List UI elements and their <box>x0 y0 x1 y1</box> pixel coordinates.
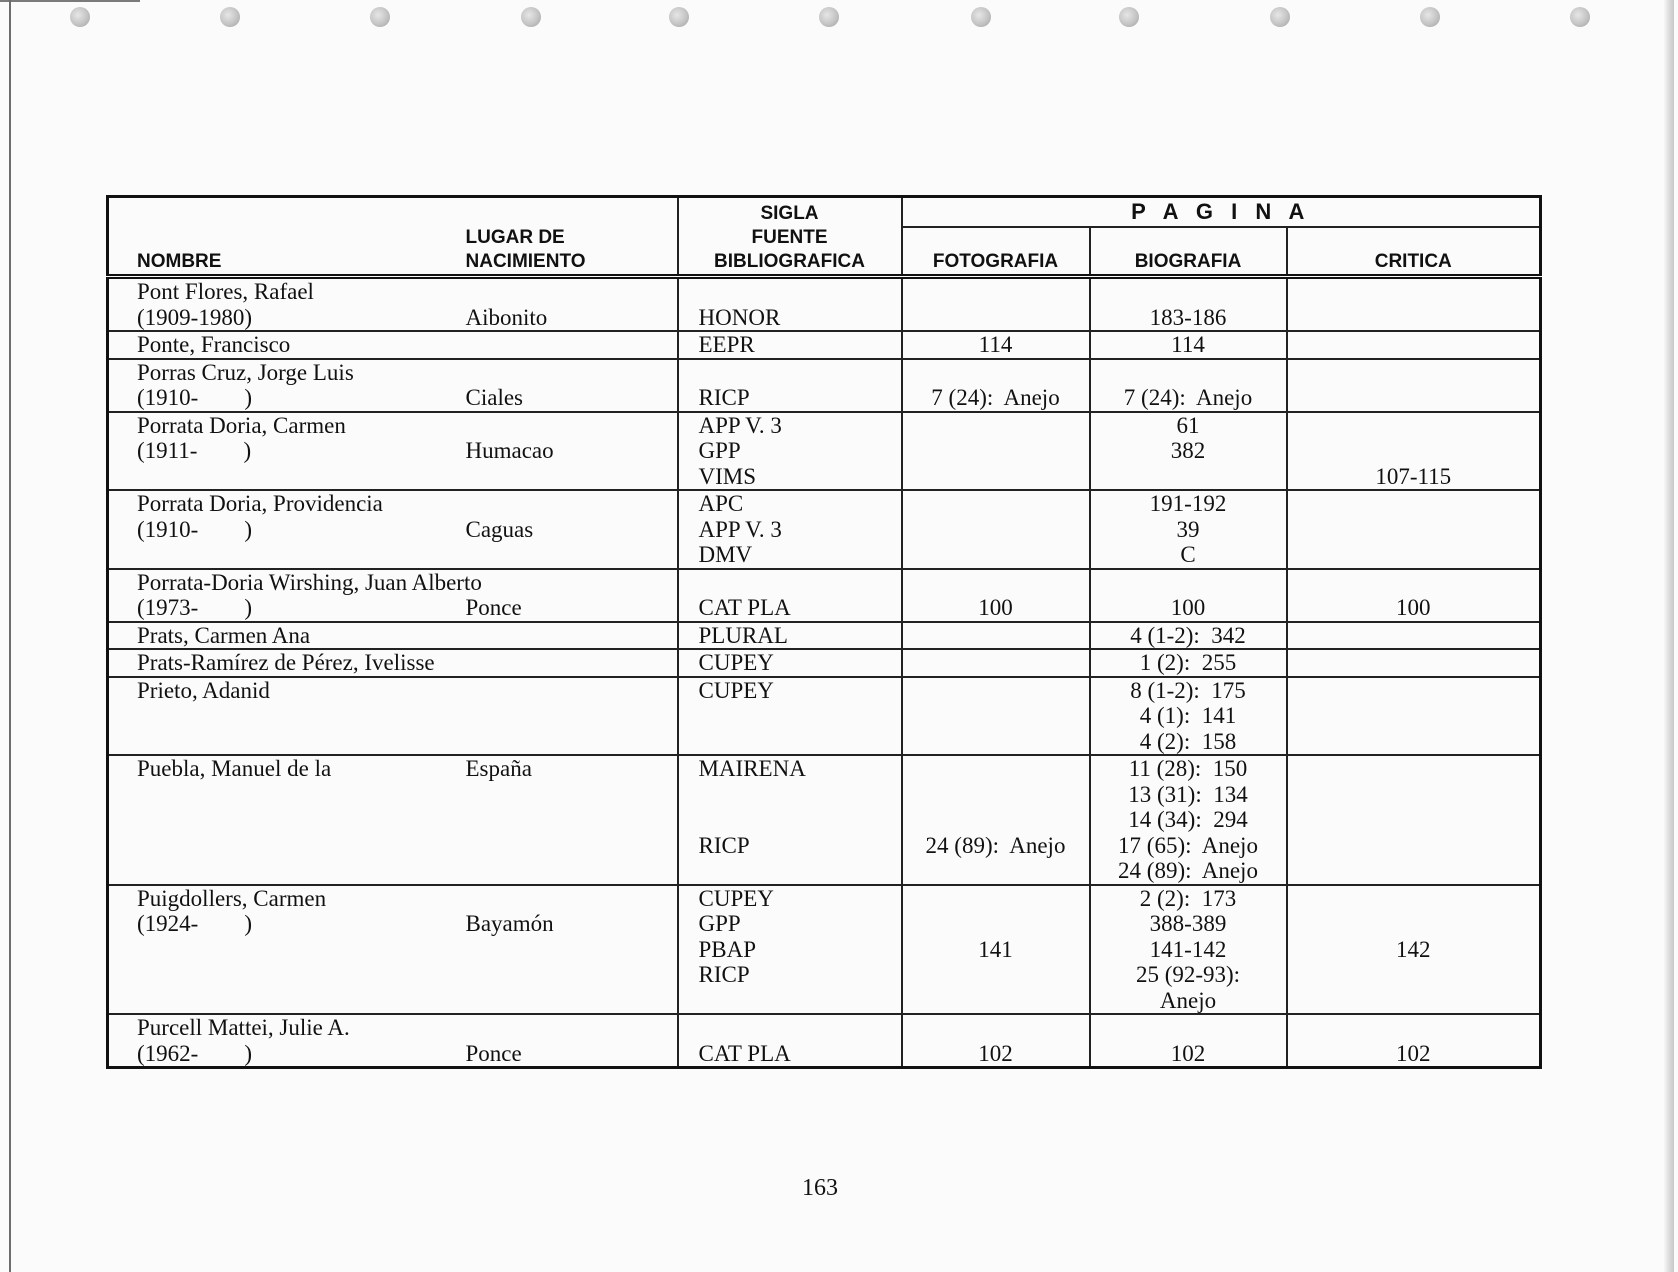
cell-lugar <box>466 569 678 622</box>
page-left-edge <box>9 0 11 1272</box>
cell-sigla <box>678 1014 902 1068</box>
cell-line <box>1288 962 1540 988</box>
cell-line: APP V. 3 <box>698 516 782 542</box>
cell-line: 100 <box>1170 595 1206 620</box>
cell-line <box>137 833 466 859</box>
cell-line: CUPEY <box>698 885 774 911</box>
cell-lugar <box>466 277 678 332</box>
cell-line: EEPR <box>698 332 755 357</box>
cell-line: GPP <box>698 911 741 936</box>
binding-holes <box>70 7 1610 33</box>
cell-line <box>1091 464 1286 490</box>
cell-line: Ciales <box>465 385 523 410</box>
cell-line: 102 <box>1170 1040 1206 1066</box>
cell-line <box>1288 491 1540 517</box>
cell-line: 141-142 <box>1149 936 1227 962</box>
header-sigla: SIGLA FUENTE BIBLIOGRAFICA <box>678 197 902 277</box>
cell-fotografia <box>902 885 1090 1015</box>
cell-line: Porras Cruz, Jorge Luis <box>137 359 354 385</box>
cell-line <box>1288 833 1540 859</box>
cell-line: (1910- ) <box>137 516 252 542</box>
cell-line: VIMS <box>698 463 757 489</box>
cell-line: Anejo <box>1159 987 1217 1013</box>
cell-fotografia <box>902 677 1090 756</box>
cell-line <box>903 279 1089 305</box>
table-row <box>108 677 1541 756</box>
cell-critica <box>1287 277 1541 332</box>
cell-lugar <box>466 490 678 569</box>
cell-nombre <box>108 412 466 491</box>
cell-line: 24 (89): Anejo <box>1118 858 1258 883</box>
cell-line <box>466 886 677 912</box>
cell-line <box>699 1015 901 1041</box>
cell-nombre <box>108 677 466 756</box>
cell-line <box>699 360 901 386</box>
cell-sigla <box>678 649 902 677</box>
header-nombre: NOMBRE <box>108 197 466 277</box>
cell-line <box>1091 360 1286 386</box>
cell-sigla <box>678 755 902 885</box>
cell-sigla <box>678 359 902 412</box>
cell-line <box>1288 911 1540 937</box>
cell-line <box>903 703 1089 729</box>
cell-line <box>137 988 466 1014</box>
binding-hole <box>370 7 390 27</box>
cell-nombre <box>108 755 466 885</box>
cell-line <box>903 517 1089 543</box>
cell-line: 7 (24): Anejo <box>931 385 1060 410</box>
binding-hole <box>521 7 541 27</box>
cell-lugar <box>466 885 678 1015</box>
cell-line: Aibonito <box>465 304 548 330</box>
cell-line: 25 (92-93): <box>1135 962 1241 987</box>
cell-line: CAT PLA <box>698 1040 791 1066</box>
cell-sigla <box>678 331 902 359</box>
cell-line <box>903 886 1089 912</box>
cell-line: 11 (28): 150 <box>1128 756 1248 781</box>
cell-critica <box>1287 490 1541 569</box>
cell-line <box>699 858 901 884</box>
cell-line <box>1288 703 1540 729</box>
table-row <box>108 755 1541 885</box>
cell-fotografia <box>902 331 1090 359</box>
cell-line <box>1091 279 1286 305</box>
cell-line: Bayamón <box>465 911 554 936</box>
cell-line <box>466 491 677 517</box>
cell-biografia <box>1090 277 1287 332</box>
cell-line <box>1288 650 1540 676</box>
cell-line: 102 <box>978 1040 1013 1066</box>
table-row <box>108 277 1541 332</box>
cell-line <box>1288 542 1540 568</box>
cell-line: 24 (89): Anejo <box>925 832 1066 858</box>
cell-lugar <box>466 359 678 412</box>
table-row <box>108 622 1541 650</box>
cell-line <box>903 911 1089 937</box>
cell-line: 4 (2): 158 <box>1139 728 1237 754</box>
cell-critica <box>1287 569 1541 622</box>
cell-line: Caguas <box>465 516 534 542</box>
cell-line: Ponce <box>465 595 522 620</box>
cell-line: PBAP <box>698 936 757 962</box>
cell-line: DMV <box>698 542 753 567</box>
cell-line: APP V. 3 <box>698 412 782 438</box>
cell-line <box>137 703 466 729</box>
cell-line <box>1091 1015 1286 1041</box>
cell-line <box>466 937 677 963</box>
cell-line <box>137 782 466 808</box>
cell-line: CUPEY <box>698 677 774 703</box>
cell-line: 14 (34): 294 <box>1128 807 1248 832</box>
cell-line <box>137 729 466 755</box>
bibliography-table <box>106 195 1542 1069</box>
cell-line: (1910- ) <box>137 385 252 410</box>
cell-biografia <box>1090 677 1287 756</box>
cell-biografia <box>1090 622 1287 650</box>
cell-line <box>137 937 466 963</box>
binding-hole <box>1270 7 1290 27</box>
cell-line: RICP <box>698 385 750 410</box>
cell-nombre <box>108 359 466 412</box>
cell-line: HONOR <box>698 304 781 330</box>
cell-critica <box>1287 331 1541 359</box>
cell-line <box>1288 988 1540 1014</box>
cell-fotografia <box>902 755 1090 885</box>
table-row <box>108 359 1541 412</box>
cell-line <box>466 332 677 358</box>
cell-line <box>1288 438 1540 464</box>
page-right-edge <box>1664 0 1674 1272</box>
cell-line: 7 (24): Anejo <box>1123 385 1253 410</box>
cell-line <box>903 464 1089 490</box>
cell-critica <box>1287 412 1541 491</box>
cell-line: GPP <box>698 438 741 463</box>
cell-line: 13 (31): 134 <box>1128 781 1248 807</box>
cell-line <box>466 807 677 833</box>
cell-line <box>903 305 1089 331</box>
cell-line <box>699 782 901 808</box>
cell-line: 183-186 <box>1149 304 1227 330</box>
cell-sigla <box>678 677 902 756</box>
cell-biografia <box>1090 755 1287 885</box>
cell-line <box>1288 385 1540 411</box>
cell-sigla <box>678 569 902 622</box>
cell-fotografia <box>902 649 1090 677</box>
cell-fotografia <box>902 412 1090 491</box>
cell-line <box>699 988 901 1014</box>
cell-line <box>1091 570 1286 596</box>
header-biografia: BIOGRAFIA <box>1090 227 1287 277</box>
cell-lugar <box>466 412 678 491</box>
cell-line <box>466 464 677 490</box>
table-row <box>108 331 1541 359</box>
cell-nombre <box>108 649 466 677</box>
cell-line: Puigdollers, Carmen <box>137 885 327 911</box>
cell-line <box>1288 279 1540 305</box>
cell-sigla <box>678 277 902 332</box>
cell-line: 191-192 <box>1149 491 1227 516</box>
cell-line: Porrata Doria, Carmen <box>137 412 346 438</box>
cell-line: C <box>1180 542 1196 567</box>
binding-hole <box>220 7 240 27</box>
cell-line: (1911- ) <box>137 438 252 463</box>
cell-biografia <box>1090 359 1287 412</box>
cell-line <box>903 782 1089 808</box>
header-fotografia: FOTOGRAFIA <box>902 227 1090 277</box>
cell-line <box>903 962 1089 988</box>
binding-hole <box>70 7 90 27</box>
cell-line <box>466 650 677 676</box>
table-row <box>108 490 1541 569</box>
cell-line <box>466 570 677 596</box>
cell-line <box>1288 1015 1540 1041</box>
cell-line: 61 <box>1176 412 1200 438</box>
cell-critica <box>1287 649 1541 677</box>
binding-hole <box>1119 7 1139 27</box>
cell-lugar <box>466 622 678 650</box>
cell-line: 8 (1-2): 175 <box>1130 677 1246 703</box>
cell-lugar <box>466 755 678 885</box>
page-top-edge <box>0 0 140 2</box>
cell-line: España <box>465 756 532 781</box>
cell-fotografia <box>902 359 1090 412</box>
cell-line <box>903 1015 1089 1041</box>
cell-line <box>903 360 1089 386</box>
cell-line: 100 <box>978 595 1013 620</box>
cell-line <box>903 542 1089 568</box>
cell-biografia <box>1090 1014 1287 1068</box>
cell-nombre <box>108 885 466 1015</box>
cell-line <box>903 729 1089 755</box>
cell-line <box>1288 678 1540 704</box>
cell-line <box>1288 886 1540 912</box>
cell-line: CAT PLA <box>698 595 791 620</box>
cell-nombre <box>108 490 466 569</box>
cell-critica <box>1287 1014 1541 1068</box>
binding-hole <box>1420 7 1440 27</box>
cell-line <box>466 1015 677 1041</box>
cell-sigla <box>678 885 902 1015</box>
cell-line: Prats-Ramírez de Pérez, Ivelisse <box>137 650 435 675</box>
cell-line: 102 <box>1396 1040 1431 1066</box>
cell-fotografia <box>902 1014 1090 1068</box>
cell-line: CUPEY <box>698 650 774 675</box>
header-lugar: LUGAR DE NACIMIENTO <box>466 197 678 277</box>
cell-critica <box>1287 755 1541 885</box>
cell-fotografia <box>902 490 1090 569</box>
cell-line <box>903 438 1089 464</box>
cell-line: Prats, Carmen Ana <box>137 622 311 648</box>
binding-hole <box>971 7 991 27</box>
cell-line: Porrata-Doria Wirshing, Juan Alberto <box>137 569 482 595</box>
cell-line <box>903 988 1089 1014</box>
cell-line <box>1288 305 1540 331</box>
cell-line <box>1288 332 1540 358</box>
header-pagina: P A G I N A <box>902 197 1541 227</box>
binding-hole <box>1570 7 1590 27</box>
cell-line: 107-115 <box>1375 463 1452 489</box>
cell-line: RICP <box>698 832 750 858</box>
cell-nombre <box>108 1014 466 1068</box>
cell-line <box>903 623 1089 649</box>
cell-biografia <box>1090 885 1287 1015</box>
cell-line: 388-389 <box>1149 911 1227 936</box>
cell-line: Porrata Doria, Providencia <box>137 491 383 516</box>
cell-sigla <box>678 622 902 650</box>
cell-line <box>1288 782 1540 808</box>
cell-biografia <box>1090 649 1287 677</box>
cell-line: PLURAL <box>698 622 788 648</box>
cell-line <box>466 678 677 704</box>
cell-line: 114 <box>1171 332 1205 357</box>
cell-line: Pont Flores, Rafael <box>137 279 314 304</box>
cell-line: 141 <box>978 936 1013 962</box>
cell-line <box>1288 360 1540 386</box>
cell-line: (1924- ) <box>137 911 252 936</box>
cell-sigla <box>678 490 902 569</box>
cell-line: 114 <box>978 332 1013 357</box>
cell-line <box>466 833 677 859</box>
header-critica: CRITICA <box>1287 227 1541 277</box>
cell-line <box>903 756 1089 782</box>
binding-hole <box>819 7 839 27</box>
cell-line <box>699 703 901 729</box>
cell-line: (1909-1980) <box>137 304 252 330</box>
cell-biografia <box>1090 331 1287 359</box>
cell-line: Prieto, Adanid <box>137 677 270 703</box>
cell-line <box>466 782 677 808</box>
table-row <box>108 649 1541 677</box>
table-row <box>108 569 1541 622</box>
cell-line <box>903 807 1089 833</box>
cell-line: 382 <box>1170 438 1206 463</box>
cell-fotografia <box>902 277 1090 332</box>
cell-lugar <box>466 649 678 677</box>
cell-line <box>137 807 466 833</box>
cell-line <box>466 279 677 305</box>
cell-nombre <box>108 569 482 622</box>
cell-line <box>466 962 677 988</box>
cell-line <box>903 678 1089 704</box>
cell-line <box>466 413 677 439</box>
cell-line <box>466 858 677 884</box>
cell-line: (1962- ) <box>137 1040 252 1066</box>
cell-line: 17 (65): Anejo <box>1118 832 1258 858</box>
cell-line <box>1288 807 1540 833</box>
cell-line <box>1288 517 1540 543</box>
cell-biografia <box>1090 412 1287 491</box>
cell-line <box>1288 729 1540 755</box>
cell-critica <box>1287 622 1541 650</box>
cell-line: 4 (1): 141 <box>1139 703 1237 728</box>
cell-line: RICP <box>698 962 750 987</box>
cell-line: Puebla, Manuel de la <box>137 756 332 781</box>
table-row <box>108 885 1541 1015</box>
cell-line <box>1288 413 1540 439</box>
cell-line <box>137 464 466 490</box>
cell-nombre <box>108 277 466 332</box>
cell-critica <box>1287 885 1541 1015</box>
cell-line <box>1288 570 1540 596</box>
cell-line: Purcell Mattei, Julie A. <box>137 1015 350 1040</box>
cell-line: 39 <box>1176 516 1200 542</box>
cell-line <box>699 807 901 833</box>
cell-line <box>466 542 677 568</box>
cell-line: 1 (2): 255 <box>1139 650 1237 675</box>
cell-line <box>1288 756 1540 782</box>
cell-line: APC <box>698 491 744 516</box>
cell-fotografia <box>902 622 1090 650</box>
cell-line: (1973- ) <box>137 595 252 620</box>
cell-line: Ponce <box>465 1040 522 1066</box>
cell-line: Humacao <box>465 438 554 463</box>
cell-critica <box>1287 677 1541 756</box>
cell-line: 4 (1-2): 342 <box>1130 622 1246 648</box>
cell-nombre <box>108 331 466 359</box>
cell-line <box>466 623 677 649</box>
cell-biografia <box>1090 490 1287 569</box>
cell-line <box>137 962 466 988</box>
cell-fotografia <box>902 569 1090 622</box>
cell-line: 142 <box>1396 936 1431 962</box>
cell-line <box>466 988 677 1014</box>
cell-line <box>466 729 677 755</box>
cell-line <box>903 858 1089 884</box>
cell-critica <box>1287 359 1541 412</box>
cell-line <box>466 703 677 729</box>
cell-line: 100 <box>1396 595 1431 620</box>
cell-line <box>903 650 1089 676</box>
cell-biografia <box>1090 569 1287 622</box>
cell-lugar <box>466 1014 678 1068</box>
cell-line <box>1288 858 1540 884</box>
cell-line <box>466 360 677 386</box>
table-row <box>108 1014 1541 1068</box>
binding-hole <box>669 7 689 27</box>
cell-lugar <box>466 677 678 756</box>
cell-line <box>903 491 1089 517</box>
table-body <box>108 277 1541 1068</box>
cell-line <box>699 729 901 755</box>
cell-nombre <box>108 622 466 650</box>
cell-line: MAIRENA <box>698 756 806 781</box>
table-row <box>108 412 1541 491</box>
cell-line <box>699 279 901 305</box>
page-number: 163 <box>802 1175 838 1201</box>
cell-line <box>903 570 1089 596</box>
cell-sigla <box>678 412 902 491</box>
cell-line <box>137 858 466 884</box>
cell-line <box>903 413 1089 439</box>
cell-lugar <box>466 331 678 359</box>
cell-line <box>699 570 901 596</box>
cell-line: 2 (2): 173 <box>1139 885 1237 911</box>
cell-line: Ponte, Francisco <box>137 332 291 357</box>
cell-line <box>1288 623 1540 649</box>
cell-line <box>137 542 466 568</box>
